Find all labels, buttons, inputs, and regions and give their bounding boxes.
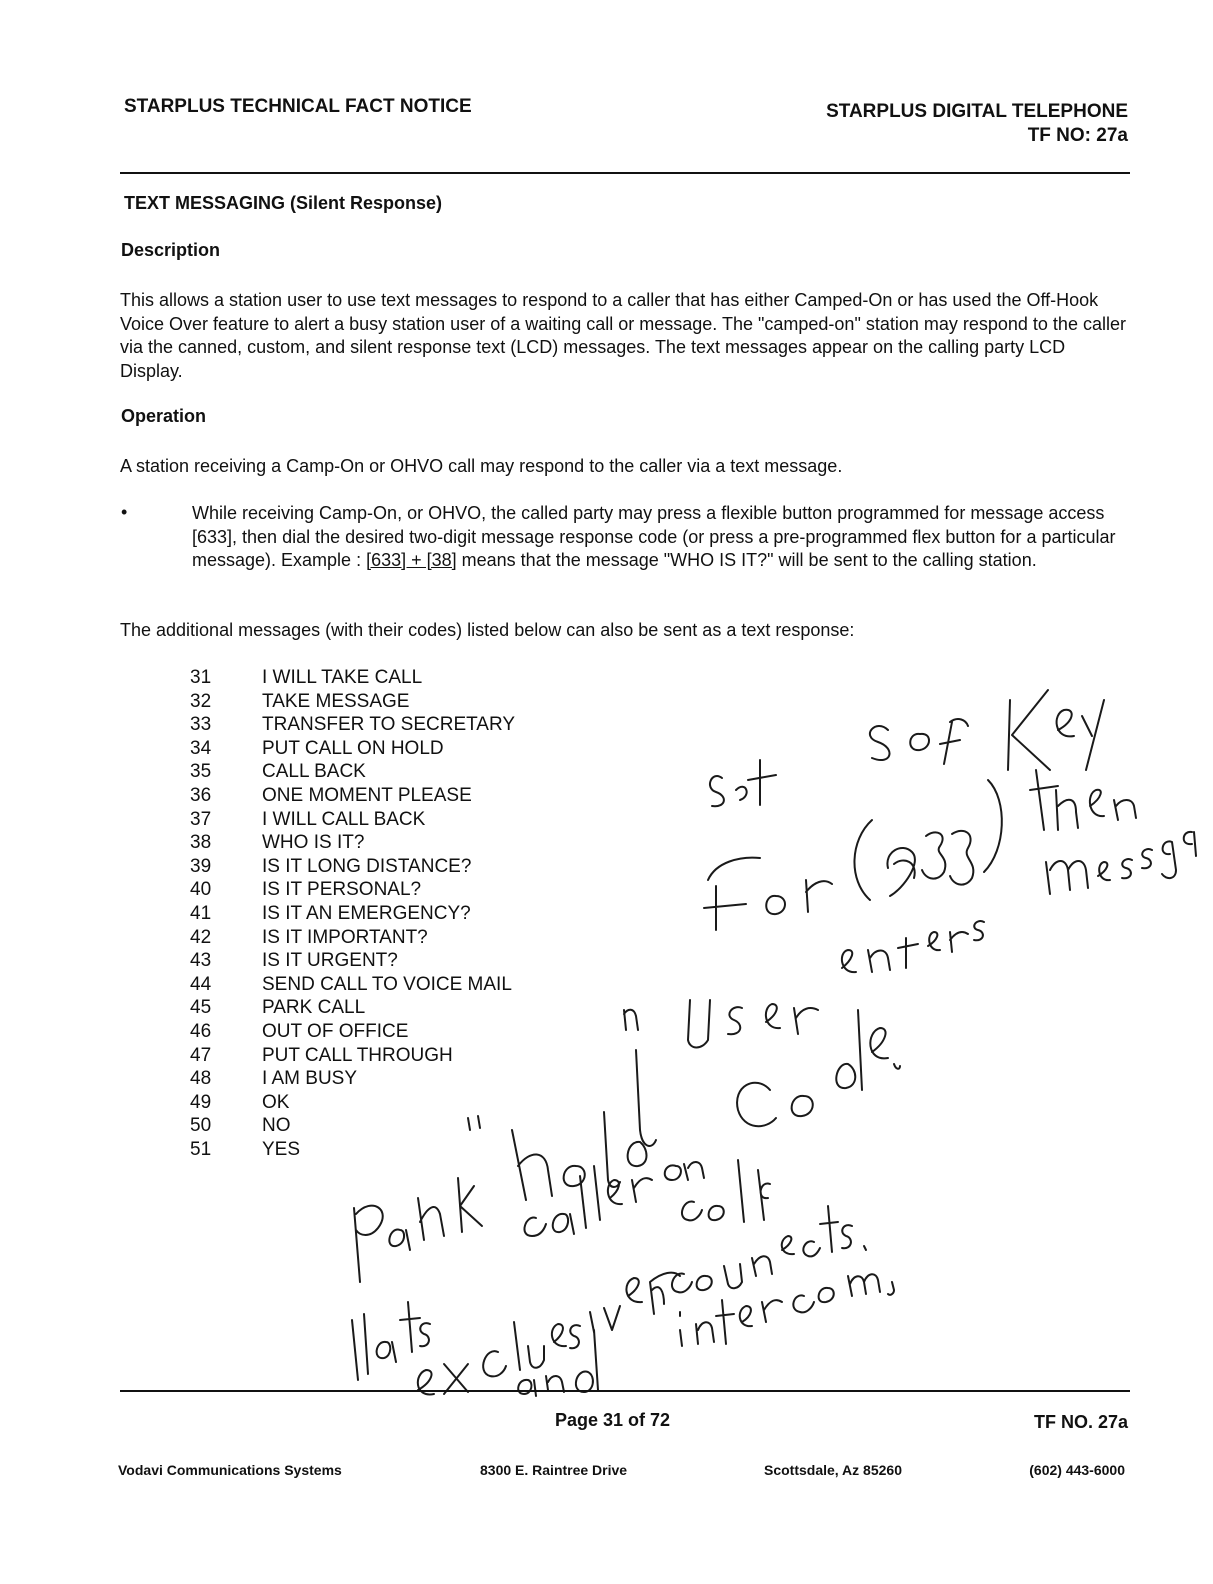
message-code-number: 41 [190, 902, 212, 924]
description-heading: Description [121, 240, 221, 260]
message-code-text: NO [262, 1115, 291, 1137]
message-code-text: PUT CALL ON HOLD [262, 737, 444, 759]
message-code-number: 42 [190, 926, 212, 948]
list-intro: The additional messages (with their codes) listed below can also be sent as a text response: [120, 620, 855, 640]
message-code-text: I WILL CALL BACK [262, 808, 426, 830]
message-code-number: 46 [190, 1020, 212, 1042]
message-code-text: IS IT LONG DISTANCE? [262, 855, 472, 877]
handwritten-note-park-hold [352, 1010, 894, 1396]
message-code-text: I AM BUSY [262, 1068, 358, 1090]
message-code-text: IS IT AN EMERGENCY? [262, 902, 471, 924]
message-code-number: 35 [190, 761, 212, 783]
message-code-number: 33 [190, 714, 212, 736]
message-code-text: IS IT URGENT? [262, 950, 398, 972]
message-code-number: 31 [190, 667, 212, 688]
message-code-text: I WILL TAKE CALL [262, 667, 423, 688]
bullet-marker: • [121, 502, 128, 522]
message-code-number: 51 [190, 1138, 212, 1160]
message-code-number: 32 [190, 690, 212, 712]
message-code-number: 44 [190, 973, 212, 995]
message-code-text: PUT CALL THROUGH [262, 1044, 453, 1066]
message-code-text: IS IT PERSONAL? [262, 879, 422, 901]
message-code-number: 48 [190, 1068, 212, 1090]
page-number: Page 31 of 72 [555, 1410, 671, 1430]
message-code-text: IS IT IMPORTANT? [262, 926, 428, 948]
message-code-text: TAKE MESSAGE [262, 690, 410, 712]
footer-city: Scottsdale, Az 85260 [764, 1462, 902, 1478]
header-left-title: STARPLUS TECHNICAL FACT NOTICE [124, 96, 472, 117]
header-tf-number: TF NO: 27a [1027, 125, 1128, 146]
message-code-text: OK [262, 1091, 290, 1113]
handwritten-note-soft-key [688, 690, 1196, 1126]
message-code-number: 50 [190, 1115, 212, 1137]
message-code-text: WHO IS IT? [262, 832, 365, 854]
bullet-text-part1: While receiving Camp-On, or OHVO, the called party may press a flexible button programmed for message access [633], then dial the desired two-digit message response code (or press a pre-programmed flex button for a particular message). Example : [192, 503, 1116, 570]
message-code-number: 43 [190, 950, 212, 972]
operation-heading: Operation [121, 406, 207, 426]
message-code-text: ONE MOMENT PLEASE [262, 784, 472, 806]
footer-divider [120, 1390, 1130, 1392]
message-code-text: TRANSFER TO SECRETARY [262, 714, 516, 736]
message-code-text: YES [262, 1138, 301, 1160]
message-code-text: OUT OF OFFICE [262, 1020, 409, 1042]
message-code-text: SEND CALL TO VOICE MAIL [262, 973, 512, 995]
message-code-number: 38 [190, 832, 212, 854]
message-code-number: 45 [190, 997, 212, 1019]
bullet-example-code: [633] + [38] [366, 550, 457, 570]
footer-phone: (602) 443-6000 [1029, 1462, 1125, 1478]
description-text: This allows a station user to use text messages to respond to a caller that has either Camped-On or has used the Off-Hook Voice Over feature to alert a busy station user of a waiting call or message. The "camped-on" station may respond to the caller via the canned, custom, and silent response text (LCD) messages. The text messages appear on the calling party LCD Display. [120, 290, 1126, 381]
footer-address: 8300 E. Raintree Drive [480, 1462, 628, 1478]
operation-intro: A station receiving a Camp-On or OHVO call may respond to the caller via a text message. [120, 456, 843, 476]
bullet-text-part2: means that the message "WHO IS IT?" will be sent to the calling station. [456, 550, 1037, 570]
message-code-number: 34 [190, 737, 212, 759]
message-code-number: 47 [190, 1044, 212, 1066]
message-code-number: 37 [190, 808, 212, 830]
message-code-text: CALL BACK [262, 761, 366, 783]
message-code-number: 40 [190, 879, 212, 901]
message-code-number: 49 [190, 1091, 212, 1113]
message-code-number: 36 [190, 784, 212, 806]
footer-company: Vodavi Communications Systems [118, 1462, 342, 1478]
section-title: TEXT MESSAGING (Silent Response) [124, 193, 443, 213]
message-code-number: 39 [190, 855, 212, 877]
header-right-title: STARPLUS DIGITAL TELEPHONE [826, 101, 1128, 122]
message-code-text: PARK CALL [262, 997, 366, 1019]
footer-tf-number: TF NO. 27a [1033, 1412, 1128, 1432]
